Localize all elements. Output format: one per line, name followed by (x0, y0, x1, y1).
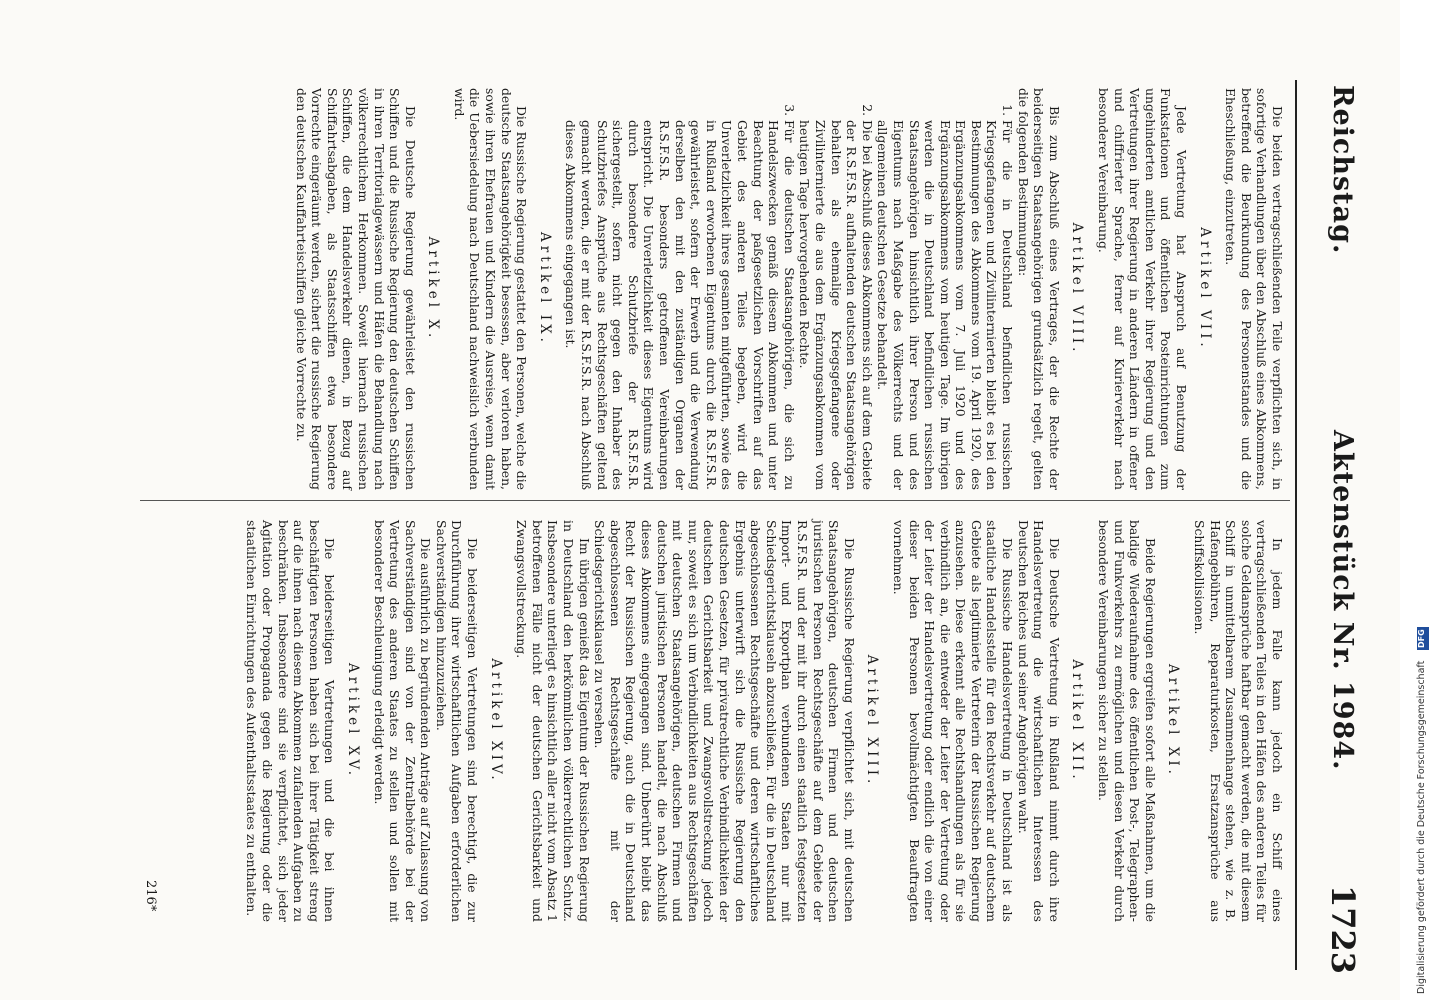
header-document-number: Aktenstück Nr. 1984. (1327, 430, 1358, 771)
page-header (1300, 0, 1400, 1000)
article-heading: Artikel XV. (344, 662, 361, 779)
paragraph: Die beiderseitigen Vertretungen und die bei ihnen beschäftigten Personen haben sich bei ihrer Tätigkeit streng auf die ihnen nach diesem Abkommen zufallenden Aufgaben zu beschränken. Insbesondere sind sie verpflichtet, sich jeder Agitation oder Propaganda gegen die Regierung oder die staatlichen Einrichtungen des Aufenthaltsstaates zu enthalten. (244, 520, 338, 922)
paragraph: Die ausführlich zu begründenden Anträge auf Zulassung von Sachverständigen sind von der Zentralbehörde bei der Vertretung des anderen Staates zu stellen und sollen mit besonderer Beschleunigung erledigt werden. (371, 520, 434, 922)
digitization-credit (1416, 6, 1432, 994)
paragraph: Bis zum Abschluß eines Vertrages, der die Rechte der beiderseitigen Staatsangehörigen grundsätzlich regelt, gelten die folgenden Bestimmungen: (1015, 88, 1062, 490)
dfg-logo: DFG (1417, 627, 1429, 650)
paragraph: Die Russische Handelsvertretung in Deutschland ist als staatliche Handelsstelle für den Rechtsverkehr auf deutschem Gebiete als legitimierte Vertreterin der Russischen Regierung anzusehen. Diese erkennt alle Rechtshandlungen als für sie verbindlich an, die entweder der Leiter der Vertretung oder der Leiter der Handelsvertretung oder endlich die von einer dieser beiden Personen bevollmächtigten Beauftragten vornehmen. (890, 520, 1016, 922)
article-heading: Artikel IX. (536, 232, 553, 346)
article-list (563, 88, 1015, 490)
signature-mark: 216* (143, 880, 158, 912)
column-divider (140, 500, 1290, 501)
right-column (244, 520, 1285, 922)
paragraph: In jedem Falle kann jedoch ein Schiff eines vertragschließenden Teiles in den Häfen des anderen Teiles für solche Geldansprüche haftbar gemacht werden, die mit diesem Schiff in unmittelbarem Zusammenhange stehen, wie z. B. Hafengebühren, Reparaturkosten, Ersatzansprüche aus Schiffskollisionen. (1192, 520, 1285, 922)
left-column (293, 88, 1285, 490)
article-heading: Artikel XII. (1069, 659, 1086, 783)
paragraph: Die Deutsche Regierung gewährleistet den russischen Schiffen und die Russische Regierung den deutschen Schiffen in ihren Territorialgewässern und Häfen die Behandlung nach völkerrechtlichem Herkommen. Soweit hiernach russischen Schiffen, die dem Handelsverkehr dienen, in Bezug auf Schiffahrtsabgaben, als Staatsschiffen etwa besondere Vorrechte eingeräumt werden, sichert die russische Regierung den deutschen Kauffahrteischiffen gleiche Vorrechte zu. (293, 88, 418, 490)
paragraph: Im übrigen genießt das Eigentum der Russischen Regierung in Deutschland den herkömmlichen völkerrechtlichen Schutz. Insbesondere unterliegt es hinsichtlich aller nicht vom Absatz 1 betroffenen Fälle nicht der deutschen Gerichtsbarkeit und Zwangsvollstreckung. (514, 520, 592, 923)
article-heading: Artikel XIV. (487, 658, 504, 784)
paragraph: Die Russische Regierung gestattet den Personen, welche die deutsche Staatsangehörigkeit besessen, aber verloren haben, sowie ihren Ehefrauen und Kindern die Ausreise, wenn damit die Uebersiedelung nach Deutschland nachweislich verbunden wird. (451, 88, 530, 490)
list-item: 1. Für die in Deutschland befindlichen russischen Kriegsgefangenen und Zivilinternierten bleibt es bei den Bestimmungen des Abkommens vom 19. April 1920, des Ergänzungsabkommens vom 7. Juli 1920 und des Ergänzungsabkommens vom heutigen Tage. Im übrigen werden die in Deutschland befindlichen russischen Staatsangehörigen hinsichtlich ihrer Person und des Eigentums nach Maßgabe des Völkerrechts und der allgemeinen deutschen Gesetze behandelt. (875, 120, 1015, 490)
credit-text: Digitalisierung gefördert durch die Deutsche Forschungsgemeinschaft (1416, 660, 1427, 994)
article-heading: Artikel X. (425, 236, 442, 342)
page-number: 1723 (1324, 885, 1362, 975)
paragraph: Die beiden vertragschließenden Teile verpflichten sich, in sofortige Verhandlungen über den Abschluß eines Abkommens, betreffend die Beurkundung des Personenstandes und die Eheschließung, einzutreten. (1223, 88, 1285, 490)
paragraph: Die beiderseitigen Vertretungen sind berechtigt, die zur Durchführung ihrer wirtschaftlichen Aufgaben erforderlichen Sachverständigen hinzuzuziehen. (433, 520, 481, 922)
article-heading: Artikel VII. (1196, 227, 1213, 351)
list-item: 2. Die bei Abschluß dieses Abkommens sich auf dem Gebiete der R.S.F.S.R. aufhaltenden deutschen Staatsangehörigen behalten als ehemalige Kriegsgefangene oder Zivilinternierte die aus dem Ergänzungsabkommen vom heutigen Tage hervorgehenden Rechte. (797, 120, 875, 490)
paragraph: Jede Vertretung hat Anspruch auf Benutzung der Funkstationen und öffentlichen Posteinrichtungen zum ungehinderten amtlichen Verkehr ihrer Regierung und den Vertretungen ihrer Regierung in anderen Ländern in offener und chiffrierter Sprache, ferner auf Kurierverkehr nach besonderer Vereinbarung. (1096, 88, 1190, 490)
article-heading: Artikel XIII. (864, 654, 881, 788)
paragraph: Die Deutsche Vertretung in Rußland nimmt durch ihre Handelsvertretung die wirtschaftlichen Interessen des Deutschen Reiches und seiner Angehörigen wahr. (1015, 520, 1062, 922)
header-rule (1295, 80, 1297, 970)
paragraph: Die Russische Regierung verpflichtet sich, mit deutschen Staatsangehörigen, deutschen Firmen und deutschen juristischen Personen Rechtsgeschäfte auf dem Gebiete der R.S.F.S.R. und der mit ihr durch einen staatlich festgesetzten Import- und Exportplan verbundenen Staaten nur mit Schiedsgerichtsklauseln abzuschließen. Für die in Deutschland abgeschlossenen Rechtsgeschäfte und deren wirtschaftliches Ergebnis unterwirft sich die Russische Regierung den deutschen Gesetzen, für privatrechtliche Verbindlichkeiten der deutschen Gerichtsbarkeit und Zwangsvollstreckung jedoch nur, soweit es sich um Verbindlichkeiten aus Rechtsgeschäften mit deutschen Staatsangehörigen, deutschen Firmen und deutschen juristischen Personen handelt, die nach Abschluß dieses Abkommens eingegangen sind. Unberührt bleibt das Recht der Russischen Regierung, auch die in Deutschland abgeschlossenen Rechtsgeschäfte mit der Schiedsgerichtsklausel zu versehen. (592, 520, 857, 922)
article-heading: Artikel VIII. (1069, 222, 1086, 356)
article-heading: Artikel XI. (1165, 664, 1182, 778)
paragraph: Beide Regierungen ergreifen sofort alle Maßnahmen, um die baldige Wiederaufnahme des öffentlichen Post-, Telegraphen- und Funkverkehrs zu ermöglichen und diesen Verkehr durch besondere Vereinbarungen sicher zu stellen. (1096, 520, 1158, 922)
header-left: Reichstag. (1327, 85, 1358, 255)
list-item: 3. Für die deutschen Staatsangehörigen, die sich zu Handelszwecken gemäß diesem Abkommen und unter Beachtung der paßgesetzlichen Vorschriften auf das Gebiet des anderen Teiles begeben, wird die Unverletzlichkeit ihres gesamten mitgeführten, sowie des in Rußland erworbenen Eigentums durch die R.S.F.S.R. gewährleistet, sofern der Erwerb und die Verwendung derselben den mit den zuständigen Organen der R.S.F.S.R. besonders getroffenen Vereinbarungen entspricht. Die Unverletzlichkeit dieses Eigentums wird durch besondere Schutzbriefe der R.S.F.S.R. sichergestellt, sofern nicht gegen den Inhaber des Schutzbriefes Ansprüche aus Rechtsgeschäften geltend gemacht werden, die er mit der R.S.F.S.R. nach Abschluß dieses Abkommens eingegangen ist. (563, 120, 797, 490)
